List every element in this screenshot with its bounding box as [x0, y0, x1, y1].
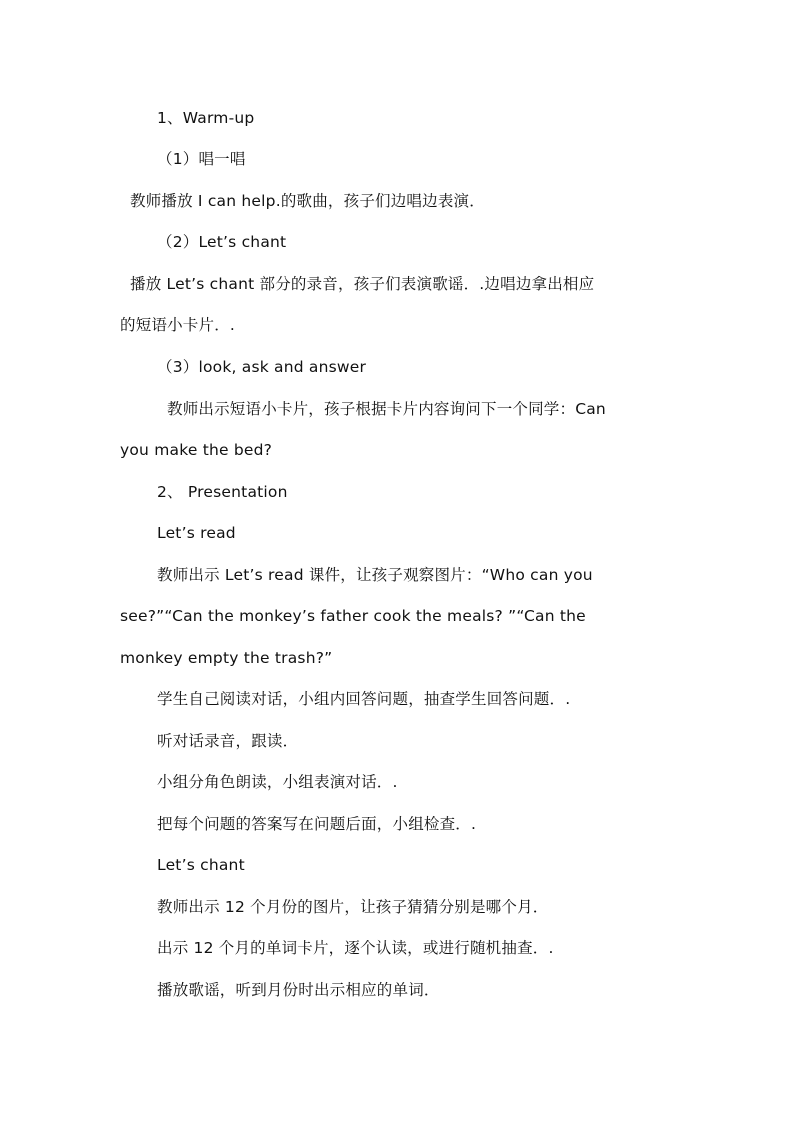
paragraph-line: 听对话录音，跟读． — [157, 732, 299, 750]
paragraph-line: 把每个问题的答案写在问题后面，小组检查．. — [157, 815, 477, 833]
paragraph-line: see?”“Can the monkey’s father cook the meals? ”“Can the — [120, 607, 586, 625]
heading-presentation: 2、 Presentation — [157, 483, 288, 501]
paragraph-line: 播放歌谣，听到月份时出示相应的单词． — [157, 981, 440, 999]
paragraph-line: 播放 Let’s chant 部分的录音，孩子们表演歌谣．.边唱边拿出相应 — [130, 275, 595, 293]
paragraph-line: 教师出示短语小卡片，孩子根据卡片内容询问下一个同学：Can — [167, 400, 606, 418]
paragraph-line: 出示 12 个月的单词卡片，逐个认读，或进行随机抽查．. — [157, 939, 554, 957]
paragraph-line: 的短语小卡片．. — [120, 316, 236, 334]
subheading-lets-read: Let’s read — [157, 524, 236, 542]
paragraph-line: you make the bed? — [120, 441, 273, 459]
subheading-lets-chant: （2）Let’s chant — [157, 233, 287, 251]
subheading-lets-chant-2: Let’s chant — [157, 856, 245, 874]
paragraph-line: 教师出示 Let’s read 课件，让孩子观察图片：“Who can you — [157, 566, 593, 584]
paragraph-line: monkey empty the trash?” — [120, 649, 333, 667]
paragraph-line: 小组分角色朗读，小组表演对话．. — [157, 773, 398, 791]
paragraph-line: 教师出示 12 个月份的图片，让孩子猜猜分别是哪个月． — [157, 898, 549, 916]
subheading-sing: （1）唱一唱 — [157, 150, 246, 168]
heading-warm-up: 1、Warm-up — [157, 109, 255, 127]
subheading-look-ask-answer: （3）look, ask and answer — [157, 358, 367, 376]
paragraph-line: 教师播放 I can help.的歌曲，孩子们边唱边表演． — [130, 192, 485, 210]
paragraph-line: 学生自己阅读对话，小组内回答问题，抽查学生回答问题．. — [157, 690, 571, 708]
